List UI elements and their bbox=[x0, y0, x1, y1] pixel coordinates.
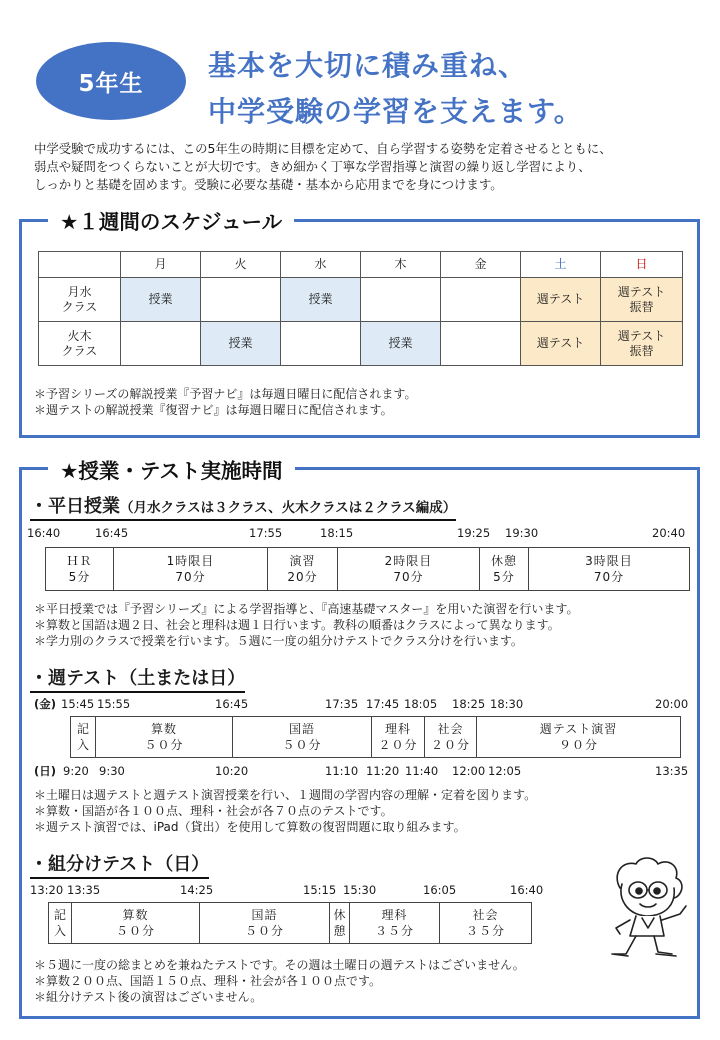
social-studies-segment bbox=[424, 717, 476, 757]
break-segment bbox=[479, 548, 528, 590]
segment-duration: 20分 bbox=[287, 570, 318, 584]
note-line: ＊５週に一度の総まとめを兼ねたテストです。その週は土曜日の週テストはございません。 bbox=[34, 958, 525, 972]
time-label: 17:35 bbox=[325, 697, 359, 711]
japanese-segment bbox=[232, 717, 371, 757]
segment-label: 入 bbox=[76, 738, 89, 752]
day-wed: 水 bbox=[281, 252, 361, 278]
period-2-segment bbox=[337, 548, 479, 590]
segment-label: 入 bbox=[53, 924, 66, 938]
class-label-line: クラス bbox=[61, 299, 98, 314]
professor-mascot-icon bbox=[606, 854, 696, 964]
cell-line: 振替 bbox=[629, 343, 654, 358]
segment-duration: 70分 bbox=[593, 570, 625, 584]
time-label: 20:40 bbox=[652, 526, 686, 540]
segment-label: 算数 bbox=[122, 908, 149, 922]
weekly-test-timeline bbox=[70, 716, 681, 758]
time-label: 17:45 bbox=[366, 697, 400, 711]
segment-duration: ５０分 bbox=[115, 924, 155, 938]
day-mark-sunday: (日) bbox=[34, 764, 57, 778]
schedule-notes bbox=[34, 386, 416, 418]
header-corner bbox=[39, 252, 121, 278]
weekly-schedule-table bbox=[38, 251, 683, 366]
time-label: 16:40 bbox=[27, 526, 61, 540]
class-label bbox=[39, 322, 121, 366]
weekly-schedule-title: ★１週間のスケジュール bbox=[48, 205, 294, 235]
science-segment bbox=[371, 717, 424, 757]
time-label: 15:55 bbox=[97, 697, 131, 711]
segment-label: 休 bbox=[333, 908, 346, 922]
empty-cell bbox=[441, 278, 521, 322]
period-1-segment bbox=[113, 548, 267, 590]
time-label: 11:20 bbox=[366, 764, 400, 778]
class-label-line: 月水 bbox=[67, 284, 92, 299]
time-label: 9:30 bbox=[99, 764, 125, 778]
entry-segment bbox=[49, 903, 71, 943]
time-label: 18:05 bbox=[404, 697, 438, 711]
segment-duration: 70分 bbox=[175, 570, 206, 584]
segment-duration: ２０分 bbox=[430, 738, 470, 752]
weekly-test-practice-segment bbox=[476, 717, 680, 757]
intro-line: しっかりと基礎を固めます。受験に必要な基礎・基本から応用までを身につけます。 bbox=[34, 177, 503, 192]
class-test-heading: ・組分けテスト（日） bbox=[30, 850, 209, 879]
lesson-cell: 授業 bbox=[201, 322, 281, 366]
weekly-test-heading: ・週テスト（土または日） bbox=[30, 664, 245, 693]
class-label-line: クラス bbox=[61, 343, 98, 358]
segment-label: 記 bbox=[76, 722, 89, 736]
time-label: 15:30 bbox=[343, 883, 377, 897]
segment-duration: 5分 bbox=[68, 570, 91, 584]
note-line: ＊学力別のクラスで授業を行います。５週に一度の組分けテストでクラス分けを行います。 bbox=[34, 634, 523, 648]
segment-label: 3時限目 bbox=[585, 554, 633, 568]
class-test-timeline bbox=[48, 902, 532, 944]
time-label: 16:40 bbox=[510, 883, 544, 897]
math-segment bbox=[95, 717, 232, 757]
time-label: 12:05 bbox=[488, 764, 522, 778]
time-label: 14:25 bbox=[180, 883, 214, 897]
segment-label: 社会 bbox=[437, 722, 464, 736]
weekday-heading-note: （月水クラスは３クラス、火木クラスは２クラス編成） bbox=[120, 500, 457, 516]
class-test-notes bbox=[34, 957, 525, 1005]
segment-duration: ５０分 bbox=[144, 738, 184, 752]
time-label: 17:55 bbox=[249, 526, 283, 540]
lesson-cell: 授業 bbox=[281, 278, 361, 322]
segment-label: 週テスト演習 bbox=[539, 722, 618, 736]
segment-label: 理科 bbox=[381, 908, 408, 922]
segment-label: 2時限目 bbox=[384, 554, 433, 568]
time-label: 18:25 bbox=[452, 697, 486, 711]
note-line: ＊平日授業では『予習シリーズ』による学習指導と、『高速基礎マスター』を用いた演習を行います。 bbox=[34, 602, 579, 616]
class-label-line: 火木 bbox=[67, 328, 92, 343]
day-tue: 火 bbox=[201, 252, 281, 278]
time-label: 20:00 bbox=[655, 697, 689, 711]
segment-label: 憩 bbox=[333, 924, 346, 938]
segment-label: 記 bbox=[53, 908, 66, 922]
intro-line: 中学受験で成功するには、この5年生の時期に目標を定めて、自ら学習する姿勢を定着させるとともに、 bbox=[34, 141, 612, 156]
segment-duration: ５０分 bbox=[244, 924, 284, 938]
day-mon: 月 bbox=[121, 252, 201, 278]
weekly-test-notes bbox=[34, 787, 536, 835]
break-segment bbox=[329, 903, 349, 943]
homeroom-segment bbox=[46, 548, 113, 590]
segment-label: 国語 bbox=[251, 908, 278, 922]
day-mark-friday: (金) bbox=[34, 697, 57, 711]
time-label: 19:25 bbox=[457, 526, 491, 540]
weekday-timeline bbox=[45, 547, 690, 591]
day-sat: 土 bbox=[521, 252, 601, 278]
weekly-test-makeup-cell bbox=[601, 278, 683, 322]
grade-badge: 5年生 bbox=[36, 42, 186, 120]
note-line: ＊算数・国語が各１００点、理科・社会が各７０点のテストです。 bbox=[34, 804, 393, 818]
note-line: ＊予習シリーズの解説授業『予習ナビ』は毎週日曜日に配信されます。 bbox=[34, 387, 417, 401]
cell-line: 週テスト bbox=[617, 328, 666, 343]
lesson-cell: 授業 bbox=[361, 322, 441, 366]
entry-segment bbox=[71, 717, 95, 757]
class-label bbox=[39, 278, 121, 322]
time-label: 10:20 bbox=[215, 764, 249, 778]
note-line: ＊週テストの解説授業『復習ナビ』は毎週日曜日に配信されます。 bbox=[34, 403, 393, 417]
time-label: 15:45 bbox=[61, 697, 95, 711]
segment-label: 休憩 bbox=[490, 554, 517, 568]
empty-cell bbox=[361, 278, 441, 322]
segment-label: ＨＲ bbox=[66, 554, 93, 568]
time-label: 16:05 bbox=[423, 883, 457, 897]
time-label: 13:20 bbox=[30, 883, 64, 897]
time-label: 16:45 bbox=[95, 526, 129, 540]
science-segment bbox=[349, 903, 439, 943]
empty-cell bbox=[201, 278, 281, 322]
social-studies-segment bbox=[439, 903, 531, 943]
weekday-notes bbox=[34, 601, 578, 649]
segment-label: 演習 bbox=[289, 554, 316, 568]
lesson-cell: 授業 bbox=[121, 278, 201, 322]
time-label: 16:45 bbox=[215, 697, 249, 711]
day-thu: 木 bbox=[361, 252, 441, 278]
segment-label: 理科 bbox=[384, 722, 411, 736]
weekday-heading bbox=[30, 492, 456, 521]
segment-label: 国語 bbox=[288, 722, 315, 736]
time-label: 11:10 bbox=[325, 764, 359, 778]
note-line: ＊算数と国語は週２日、社会と理科は週１日行います。教科の順番はクラスによって異なります。 bbox=[34, 618, 560, 632]
headline-line-2: 中学受験の学習を支えます。 bbox=[208, 95, 583, 128]
segment-duration: ３５分 bbox=[465, 924, 505, 938]
note-line: ＊組分けテスト後の演習はございません。 bbox=[34, 990, 263, 1004]
note-line: ＊算数２００点、国語１５０点、理科・社会が各１００点です。 bbox=[34, 974, 382, 988]
cell-line: 週テスト bbox=[617, 284, 666, 299]
day-fri: 金 bbox=[441, 252, 521, 278]
intro-line: 弱点や疑問をつくらないことが大切です。きめ細かく丁寧な学習指導と演習の繰り返し学習により、 bbox=[34, 159, 591, 174]
segment-duration: ５０分 bbox=[282, 738, 322, 752]
time-label: 13:35 bbox=[655, 764, 689, 778]
time-label: 12:00 bbox=[452, 764, 486, 778]
time-label: 19:30 bbox=[505, 526, 539, 540]
weekly-test-cell: 週テスト bbox=[521, 322, 601, 366]
note-line: ＊土曜日は週テストと週テスト演習授業を行い、１週間の学習内容の理解・定着を図ります。 bbox=[34, 788, 537, 802]
empty-cell bbox=[281, 322, 361, 366]
weekday-heading-text: ・平日授業 bbox=[30, 496, 120, 517]
time-label: 18:30 bbox=[490, 697, 524, 711]
math-segment bbox=[71, 903, 199, 943]
time-label: 15:15 bbox=[303, 883, 337, 897]
lesson-times-title: ★授業・テスト実施時間 bbox=[48, 454, 295, 484]
japanese-segment bbox=[199, 903, 329, 943]
segment-duration: ２０分 bbox=[378, 738, 418, 752]
segment-label: 社会 bbox=[472, 908, 499, 922]
time-label: 18:15 bbox=[320, 526, 354, 540]
headline-line-1: 基本を大切に積み重ね、 bbox=[208, 49, 528, 82]
segment-label: 算数 bbox=[150, 722, 177, 736]
time-label: 11:40 bbox=[405, 764, 439, 778]
day-sun: 日 bbox=[601, 252, 683, 278]
empty-cell bbox=[121, 322, 201, 366]
period-3-segment bbox=[528, 548, 689, 590]
segment-duration: 5分 bbox=[493, 570, 515, 584]
weekly-test-cell: 週テスト bbox=[521, 278, 601, 322]
time-label: 9:20 bbox=[63, 764, 89, 778]
empty-cell bbox=[441, 322, 521, 366]
time-label: 13:35 bbox=[67, 883, 101, 897]
segment-label: 1時限目 bbox=[166, 554, 215, 568]
segment-duration: ９０分 bbox=[558, 738, 598, 752]
practice-segment bbox=[267, 548, 337, 590]
weekly-test-makeup-cell bbox=[601, 322, 683, 366]
note-line: ＊週テスト演習では、iPad（貸出）を使用して算数の復習問題に取り組みます。 bbox=[34, 820, 466, 834]
cell-line: 振替 bbox=[629, 299, 654, 314]
segment-duration: 70分 bbox=[393, 570, 424, 584]
intro-text bbox=[34, 140, 694, 194]
segment-duration: ３５分 bbox=[374, 924, 414, 938]
